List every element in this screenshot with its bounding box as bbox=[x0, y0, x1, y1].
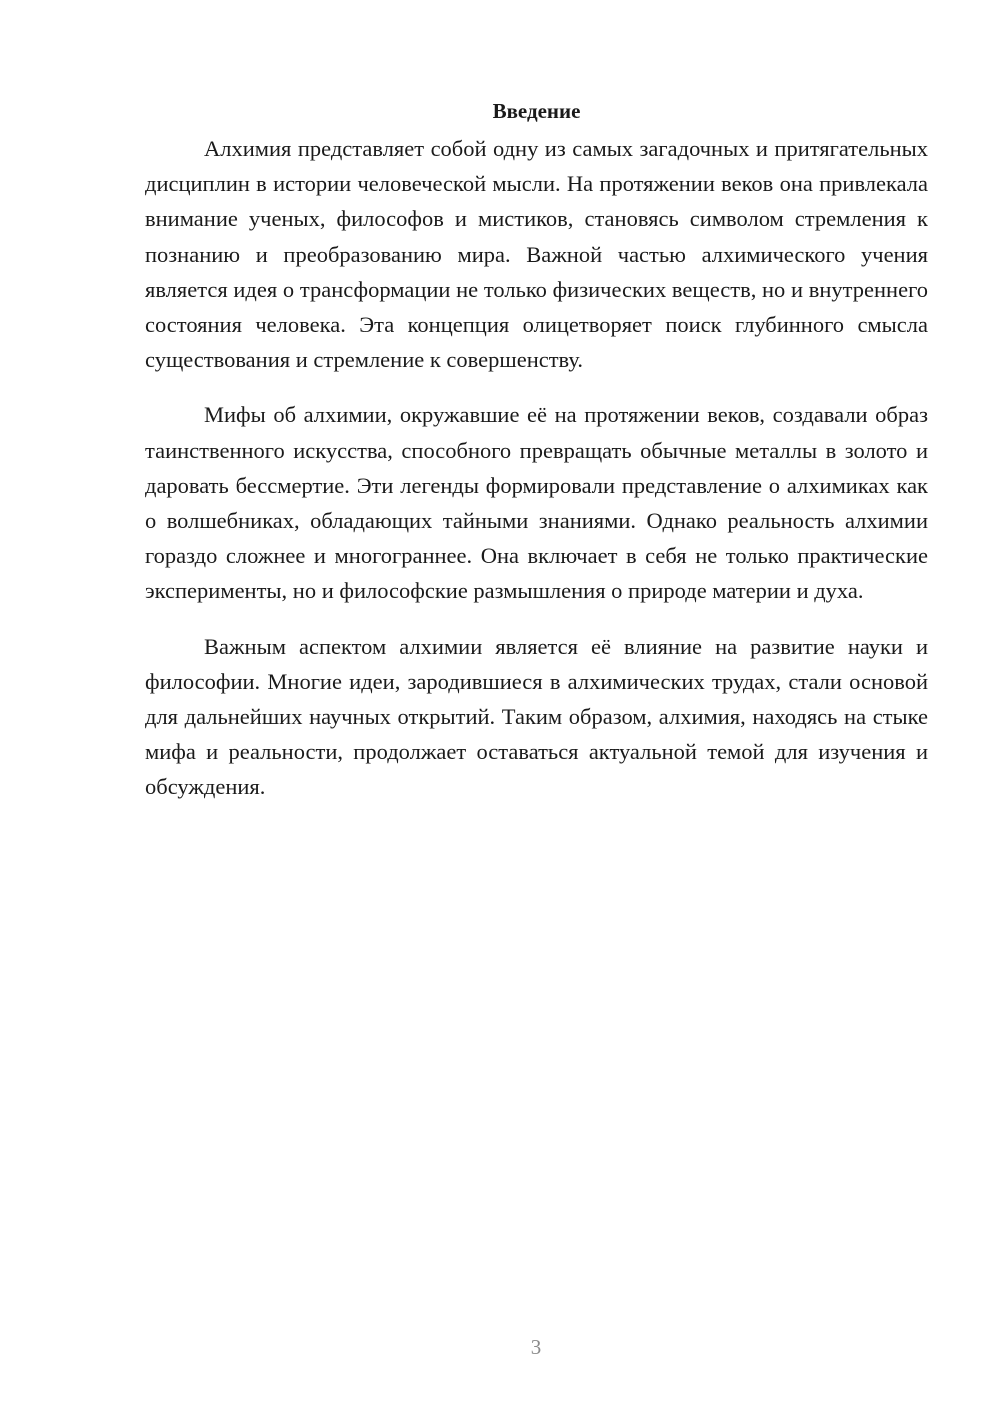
section-heading: Введение bbox=[492, 99, 581, 123]
page-body bbox=[145, 96, 928, 825]
paragraph-3: Важным аспектом алхимии является её влияние на развитие науки и философии. Многие идеи, зародившиеся в алхимических трудах, стали основой для дальнейших научных открытий. Таким образом, алхимия, находясь на стыке мифа и реальности, продолжает оставаться актуальной темой для изучения и обсуждения. bbox=[145, 633, 928, 800]
page-number: 3 bbox=[530, 1335, 542, 1359]
paragraph-2: Мифы об алхимии, окружавшие её на протяжении веков, создавали образ таинственного искусства, способного превращать обычные металлы в золото и даровать бессмертие. Эти легенды формировали представление о алхимиках как о волшебниках, обладающих тайными знаниями. Однако реальность алхимии гораздо сложнее и многограннее. Она включает в себя не только практические эксперименты, но и философские размышления о природе материи и духа. bbox=[145, 402, 928, 604]
paragraph-1: Алхимия представляет собой одну из самых загадочных и притягательных дисциплин в истории человеческой мысли. На протяжении веков она привлекала внимание ученых, философов и мистиков, становясь символом стремления к познанию и преобразованию мира. Важной частью алхимического учения является идея о трансформации не только физических веществ, но и внутреннего состояния человека. Эта концепция олицетворяет поиск глубинного смысла существования и стремление к совершенству. bbox=[145, 136, 928, 373]
